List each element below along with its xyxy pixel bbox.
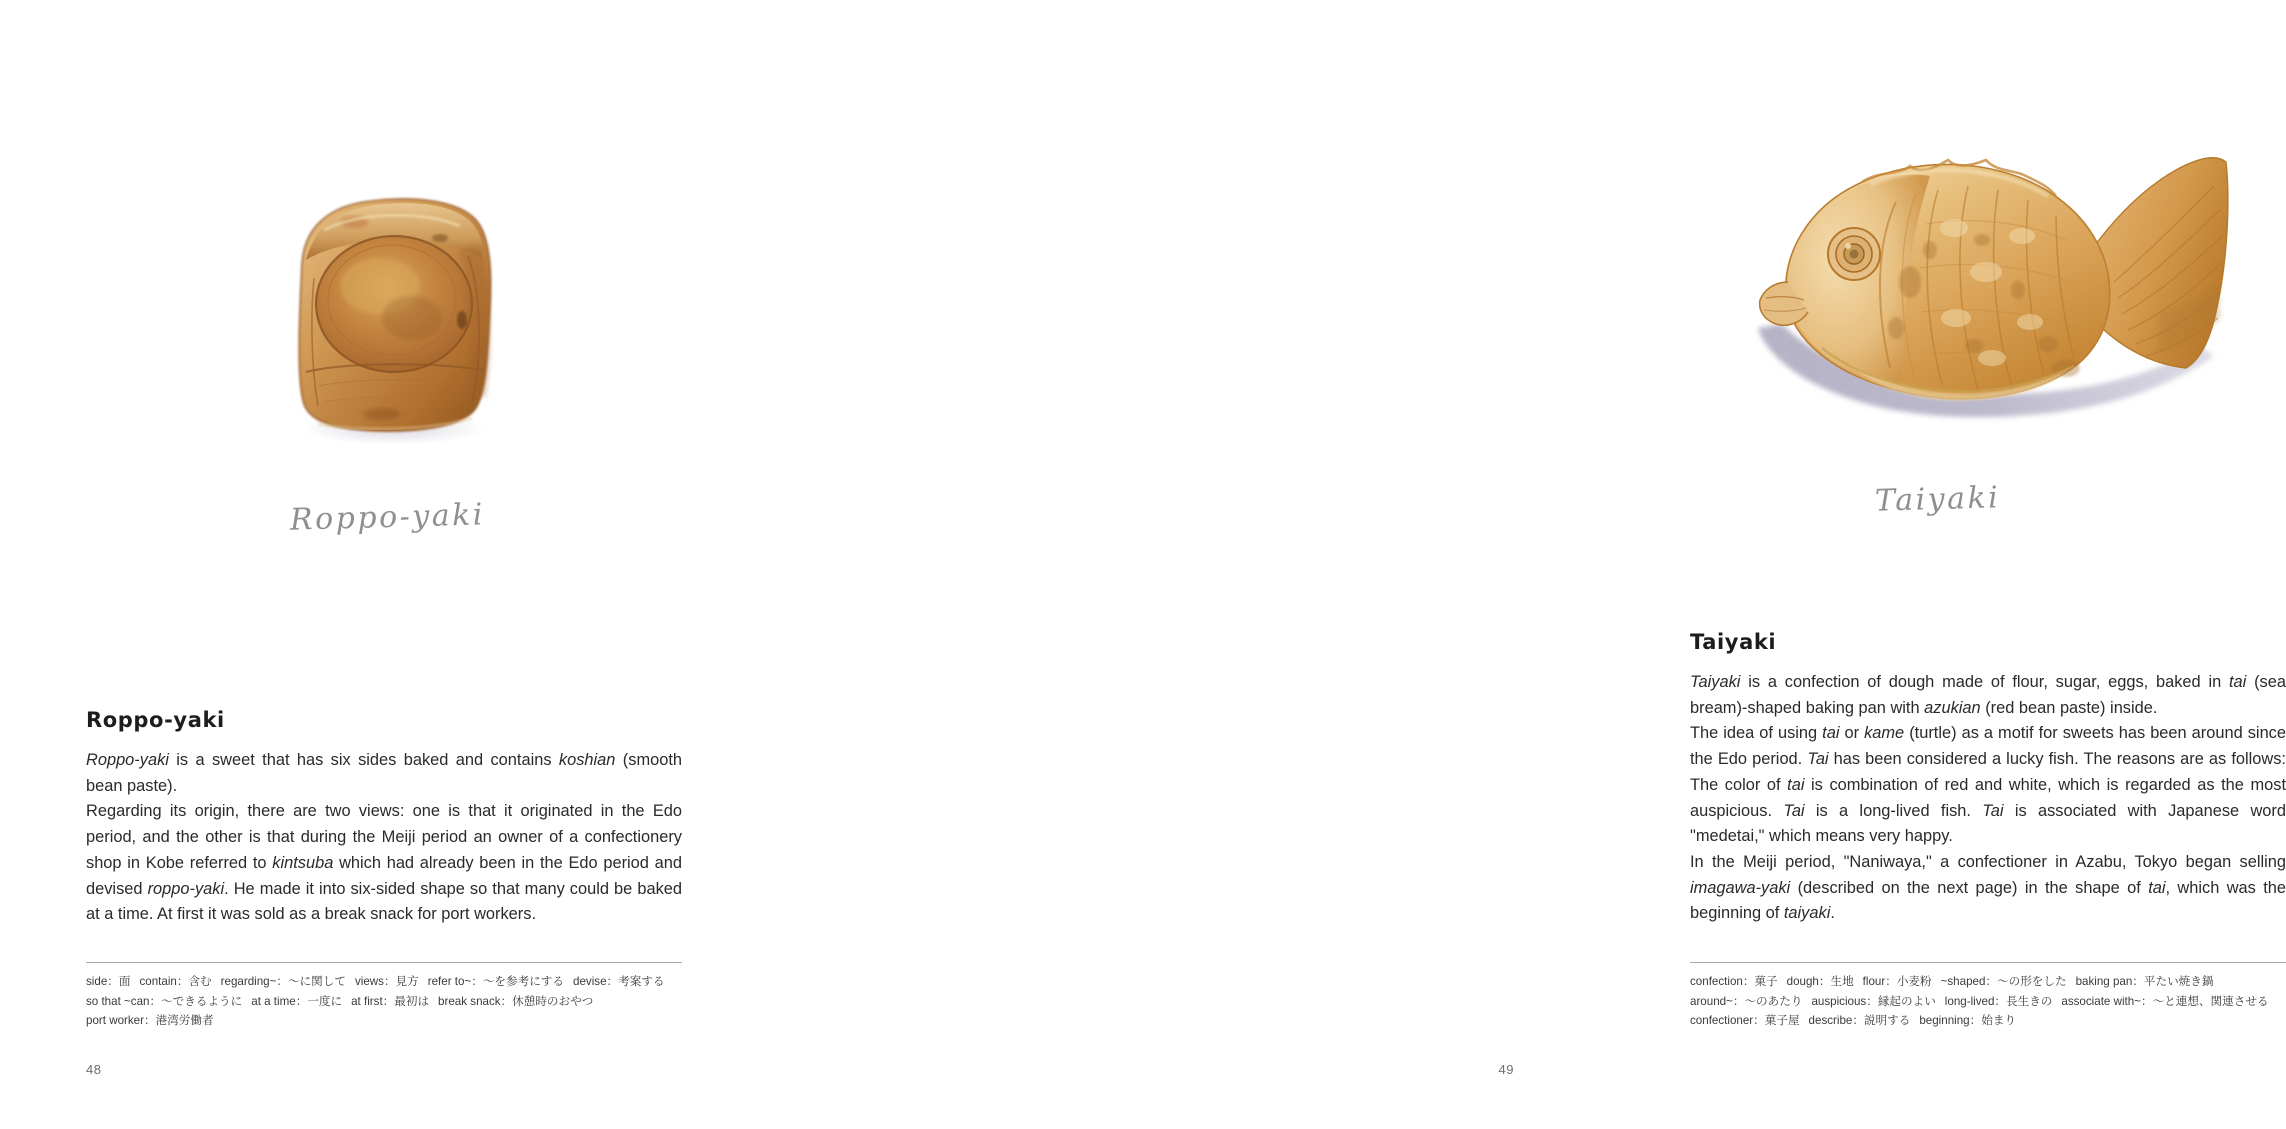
page-left: [0, 0, 800, 1129]
glossary-entry: around~：～のあたり: [1690, 994, 1803, 1008]
glossary-entry: refer to~：～を参考にする: [427, 975, 564, 988]
glossary-entry: regarding~：～に関して: [220, 975, 346, 988]
glossary-entry: flour：小麦粉: [1862, 975, 1932, 988]
roppo-yaki-illustration: [262, 186, 522, 454]
glossary-entry: auspicious：縁起のよい: [1811, 994, 1936, 1008]
page-number-left: 48: [86, 1062, 102, 1077]
glossary-entry: side：面: [86, 975, 131, 988]
glossary-entry: port worker：港湾労働者: [86, 1014, 214, 1027]
page-number-right: 49: [1498, 1062, 1514, 1077]
glossary-entry: ~shaped：～の形をした: [1940, 975, 2067, 988]
glossary-entry: baking pan：平たい焼き鍋: [2075, 975, 2214, 988]
glossary-entry: beginning：始まり: [1919, 1014, 2017, 1027]
glossary-entry: devise：考案する: [573, 975, 665, 988]
taiyaki-heading: Taiyaki: [1690, 630, 1777, 654]
page-right: [800, 0, 2286, 1129]
left-glossary-entries: [86, 972, 682, 1031]
glossary-entry: confectioner：菓子屋: [1690, 1014, 1800, 1027]
right-glossary: [1690, 962, 2286, 1031]
left-glossary: [86, 962, 682, 1031]
taiyaki-paragraph-2: The idea of using tai or kame (turtle) as a motif for sweets has been around since the Edo period. Tai has been considered a lucky fish. The reasons are as follows: The color of tai is combination of red and white, which is regarded as the most auspicious. Tai is a long-lived fish. Tai is associated with Japanese word "medetai," which means very happy.: [1690, 724, 2286, 846]
taiyaki-paragraph-1: Taiyaki is a confection of dough made of flour, sugar, eggs, baked in tai (sea bream)-shaped baking pan with azukian (red bean paste) inside.: [1690, 673, 2286, 717]
roppo-yaki-paragraph-1: Roppo-yaki is a sweet that has six sides baked and contains koshian (smooth bean paste).: [86, 751, 683, 795]
glossary-divider: [1690, 962, 2286, 963]
glossary-entry: at a time：一度に: [251, 994, 343, 1008]
taiyaki-paragraph-3: In the Meiji period, "Naniwaya," a confectioner in Azabu, Tokyo began selling imagawa-yaki (described on the next page) in the shape of tai, which was the beginning of taiyaki.: [1690, 852, 2286, 923]
glossary-entry: describe：説明する: [1808, 1014, 1911, 1027]
roppo-yaki-caption: Roppo-yaki: [289, 497, 486, 538]
glossary-entry: break snack：休憩時のおやつ: [438, 994, 594, 1008]
glossary-entry: confection：菓子: [1690, 975, 1778, 988]
glossary-divider: [86, 962, 682, 963]
roppo-yaki-paragraph-2: Regarding its origin, there are two views: one is that it originated in the Edo period, and the other is that during the Meiji period an owner of a confectionery shop in Kobe referred to kintsuba which had already been in the Edo period and devised roppo-yaki. He made it into six-sided shape so that many could be baked at a time. At first it was sold as a break snack for port workers.: [86, 802, 682, 924]
glossary-entry: long-lived：長生きの: [1944, 994, 2053, 1008]
left-text-column: [86, 708, 682, 928]
taiyaki-illustration: [1730, 132, 2270, 432]
glossary-entry: dough：生地: [1786, 975, 1854, 988]
glossary-entry: associate with~：～と連想、関連させる: [2061, 994, 2269, 1008]
glossary-entry: views：見方: [354, 975, 419, 988]
glossary-entry: at first：最初は: [351, 994, 430, 1008]
right-glossary-entries: [1690, 972, 2286, 1031]
glossary-entry: so that ~can：～できるように: [86, 994, 243, 1008]
glossary-entry: contain：含む: [139, 975, 212, 988]
roppo-yaki-heading: Roppo-yaki: [86, 708, 225, 732]
right-text-column: [1690, 630, 2286, 927]
taiyaki-caption: Taiyaki: [1874, 480, 2001, 519]
